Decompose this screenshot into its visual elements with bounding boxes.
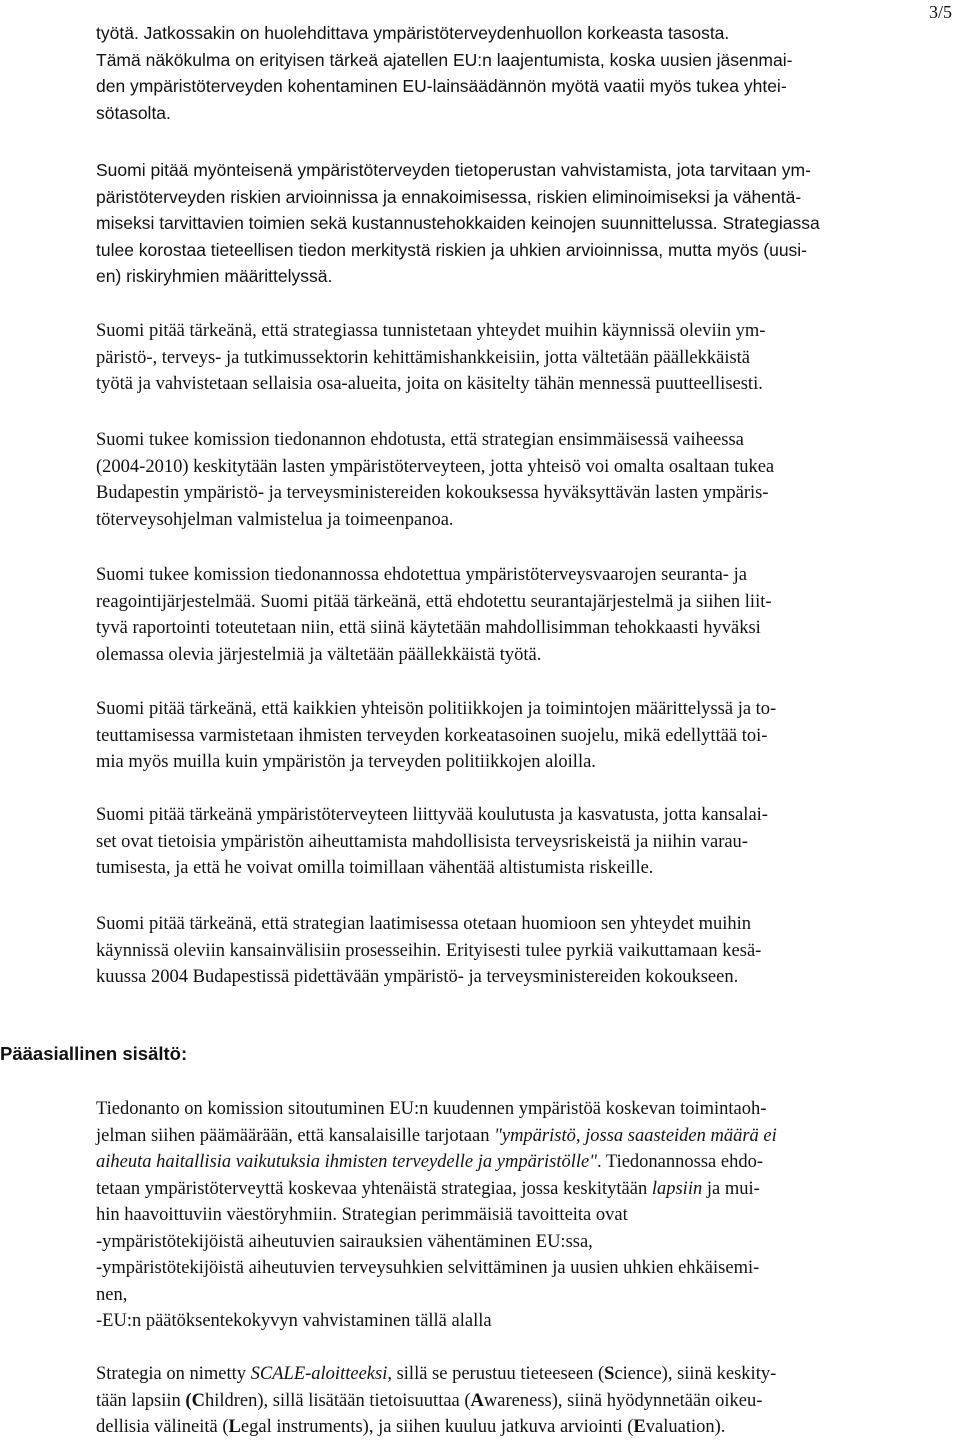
text-line: Suomi pitää tärkeänä, että strategian laatimisessa otetaan huomioon sen yhteydet muihin	[96, 914, 752, 934]
bold-letter: E	[633, 1417, 646, 1437]
text-line: -EU:n päätöksentekokyvyn vahvistaminen tällä alalla	[96, 1311, 492, 1331]
paragraph-summary	[96, 1096, 938, 1335]
text-line: päristö-, terveys- ja tutkimussektorin kehittämishankkeisiin, jotta vältetään päällekkäistä	[96, 347, 751, 368]
paragraph-intro	[96, 20, 938, 126]
text-line: (2004-2010) keskitytään lasten ympäristöterveyteen, jotta yhteisö voi omalta osaltaan tukea	[96, 456, 775, 477]
text-run: valuation).	[645, 1417, 726, 1437]
text-line: käynnissä oleviin kansainvälisiin prosesseihin. Erityisesti tulee pyrkiä vaikuttamaan kesä-	[96, 940, 762, 961]
text-line: Suomi pitää tärkeänä, että strategiassa tunnistetaan yhteydet muihin käynnissä oleviin ym-	[96, 321, 766, 341]
text-run: dellisia välineitä (	[96, 1417, 229, 1437]
text-run: jelman siihen päämäärään, että kansalaisille tarjotaan	[96, 1125, 495, 1146]
paragraph-monitoring	[96, 562, 938, 668]
text-run: egal instruments), ja siihen kuuluu jatkuva arviointi (	[240, 1417, 634, 1437]
paragraph-scale	[96, 1361, 938, 1441]
text-run: Strategia on nimetty	[96, 1364, 251, 1384]
text-line	[96, 1123, 938, 1150]
bold-letter: L	[228, 1417, 241, 1437]
text-line: reagointijärjestelmää. Suomi pitää tärkeänä, että ehdotettu seurantajärjestelmä ja siihen liit-	[96, 591, 772, 612]
text-run: wareness), siinä hyödynnetään oikeu-	[483, 1390, 763, 1411]
text-run: ja mui-	[702, 1178, 760, 1199]
text-run: , sillä se perustuu tieteeseen (	[387, 1364, 605, 1384]
text-line: päristöterveyden riskien arvioinnissa ja ennakoimisessa, riskien eliminoimiseksi ja vähentä-	[96, 186, 802, 207]
text-line	[96, 1388, 938, 1415]
text-line: Suomi tukee komission tiedonannossa ehdotettua ympäristöterveysvaarojen seuranta- ja	[96, 565, 747, 585]
text-line: den ympäristöterveyden kohentaminen EU-lainsäädännön myötä vaatii myös tukea yhtei-	[96, 76, 787, 96]
text-line: tulee korostaa tieteellisen tiedon merkitystä riskien ja uhkien arvioinnissa, mutta myös (uusi-	[96, 239, 808, 260]
bold-letter: (C	[185, 1390, 205, 1411]
italic-quote: aiheuta haitallisia vaikutuksia ihmisten terveydelle ja ympäristölle"	[96, 1152, 598, 1172]
section-heading: Pääasiallinen sisältö:	[0, 1043, 188, 1064]
text-line: miseksi tarvittavien toimien sekä kustannustehokkaiden keinojen suunnittelussa. Strategiassa	[96, 213, 820, 233]
text-line: olemassa olevia järjestelmiä ja vältetään päällekkäistä työtä.	[96, 644, 542, 665]
text-line: sötasolta.	[96, 102, 171, 123]
paragraph-links	[96, 318, 938, 398]
paragraph-international	[96, 911, 938, 991]
text-line: työtä. Jatkossakin on huolehdittava ympäristöterveydenhuollon korkeasta tasosta.	[96, 23, 730, 43]
text-line: mia myös muilla kuin ympäristön ja terveyden politiikkojen aloilla.	[96, 752, 596, 772]
text-line: Suomi pitää myönteisenä ympäristöterveyden tietoperustan vahvistamista, jota tarvitaan ym-	[96, 160, 811, 180]
paragraph-knowledge-base	[96, 157, 938, 290]
text-line: Suomi pitää tärkeänä, että kaikkien yhteisön politiikkojen ja toimintojen määrittelyssä ja to-	[96, 699, 777, 719]
text-run: tetaan ympäristöterveyttä koskevaa yhtenäistä strategiaa, jossa keskitytään	[96, 1178, 652, 1199]
text-line: kuussa 2004 Budapestissä pidettävään ympäristö- ja terveysministereiden kokoukseen.	[96, 967, 739, 987]
text-line: Budapestin ympäristö- ja terveysministereiden kokouksessa hyväksyttävän lasten ympäris-	[96, 483, 769, 503]
text-line: Tämä näkökulma on erityisen tärkeä ajatellen EU:n laajentumista, koska uusien jäsenmai-	[96, 49, 793, 70]
italic-term: SCALE-aloitteeksi	[250, 1364, 388, 1384]
text-line	[96, 1414, 938, 1441]
bold-letter: S	[604, 1364, 615, 1384]
italic-term: lapsiin	[651, 1178, 703, 1199]
text-line: työtä ja vahvistetaan sellaisia osa-alueita, joita on käsitelty tähän mennessä puutteellisesti.	[96, 374, 763, 394]
text-line: nen,	[96, 1284, 128, 1305]
text-line: hin haavoittuviin väestöryhmiin. Strategian perimmäisiä tavoitteita ovat	[96, 1205, 628, 1225]
bold-letter: A	[470, 1390, 484, 1411]
text-line: teuttamisessa varmistetaan ihmisten terveyden korkeatasoinen suojelu, mikä edellyttää toi-	[96, 725, 768, 746]
text-line	[96, 1361, 938, 1388]
text-line: Tiedonanto on komission sitoutuminen EU:n kuudennen ympäristöä koskevan toimintaoh-	[96, 1099, 767, 1119]
text-line: Suomi pitää tärkeänä ympäristöterveyteen liittyvää koulutusta ja kasvatusta, jotta kansalai-	[96, 805, 768, 825]
text-line	[96, 1176, 938, 1203]
paragraph-children	[96, 427, 938, 533]
text-run: . Tiedonannossa ehdo-	[597, 1152, 764, 1172]
paragraph-policies	[96, 696, 938, 776]
text-line: -ympäristötekijöistä aiheutuvien sairauksien vähentäminen EU:ssa,	[96, 1231, 593, 1252]
text-line: tumisesta, ja että he voivat omilla toimillaan vähentää altistumista riskeille.	[96, 858, 654, 878]
text-run: tään lapsiin	[96, 1390, 186, 1411]
text-line: -ympäristötekijöistä aiheutuvien terveysuhkien selvittäminen ja uusien uhkien ehkäisemi-	[96, 1258, 760, 1278]
italic-quote: "ympäristö, jossa saasteiden määrä ei	[494, 1125, 777, 1146]
page-number: 3/5	[928, 2, 952, 22]
text-run: hildren), sillä lisätään tietoisuuttaa (	[204, 1390, 471, 1411]
text-line: töterveysohjelman valmistelua ja toimeenpanoa.	[96, 509, 454, 530]
text-line: Suomi tukee komission tiedonannon ehdotusta, että strategian ensimmäisessä vaiheessa	[96, 430, 744, 450]
text-line: tyvä raportointi toteutetaan niin, että siinä käytetään mahdollisimman tehokkaasti hyväksi	[96, 618, 761, 638]
text-line: set ovat tietoisia ympäristön aiheuttamista mahdollisista terveysriskeistä ja niihin varau-	[96, 831, 748, 852]
text-line: en) riskiryhmien määrittelyssä.	[96, 266, 333, 286]
paragraph-education	[96, 802, 938, 882]
text-line	[96, 1149, 938, 1176]
text-run: cience), siinä keskity-	[614, 1364, 777, 1384]
